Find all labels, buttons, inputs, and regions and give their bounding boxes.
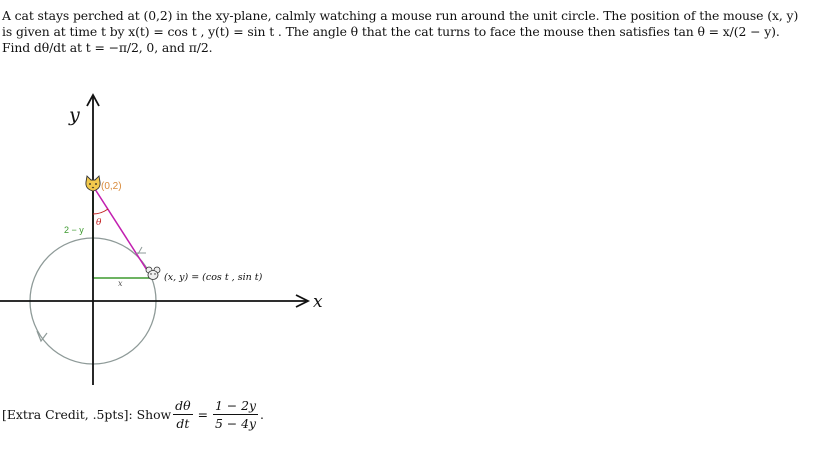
y-axis-label: y: [69, 104, 80, 126]
mouse-point-label: (x, y) = (cos t , sin t): [164, 272, 263, 283]
equals-sign: =: [197, 407, 208, 422]
cat-mouse-diagram: [0, 85, 360, 385]
line-of-sight: [93, 186, 152, 278]
extra-credit: [2, 398, 264, 431]
lhs-fraction: [173, 398, 192, 431]
problem-line-1: A cat stays perched at (0,2) in the xy-plane, calmly watching a mouse run around the unit circle. The position of the mouse (x, y): [2, 8, 799, 23]
x-axis-label: x: [313, 292, 323, 312]
horizontal-leg-label: x: [118, 279, 123, 288]
rhs-numerator: 1 − 2y: [214, 398, 256, 413]
sight-tick-mark: [136, 247, 146, 254]
extra-credit-prefix: [Extra Credit, .5pts]: Show: [2, 407, 172, 422]
vertical-leg-label: 2 − y: [64, 225, 84, 235]
extra-credit-suffix: .: [259, 407, 264, 422]
problem-statement: [2, 8, 827, 56]
angle-label: θ: [96, 218, 102, 228]
lhs-numerator: dθ: [175, 398, 191, 413]
angle-arc: [93, 209, 108, 214]
lhs-denominator: dt: [176, 416, 190, 431]
problem-line-3: Find dθ/dt at t = −π/2, 0, and π/2.: [2, 40, 213, 55]
cat-point-label: (0,2): [101, 181, 122, 192]
problem-line-2: is given at time t by x(t) = cos t , y(t) = sin t . The angle θ that the cat turns to face the mouse then satisfies tan θ = x/(2 − y).: [2, 24, 780, 39]
rhs-denominator: 5 − 4y: [214, 416, 256, 431]
rhs-fraction: [213, 398, 258, 431]
